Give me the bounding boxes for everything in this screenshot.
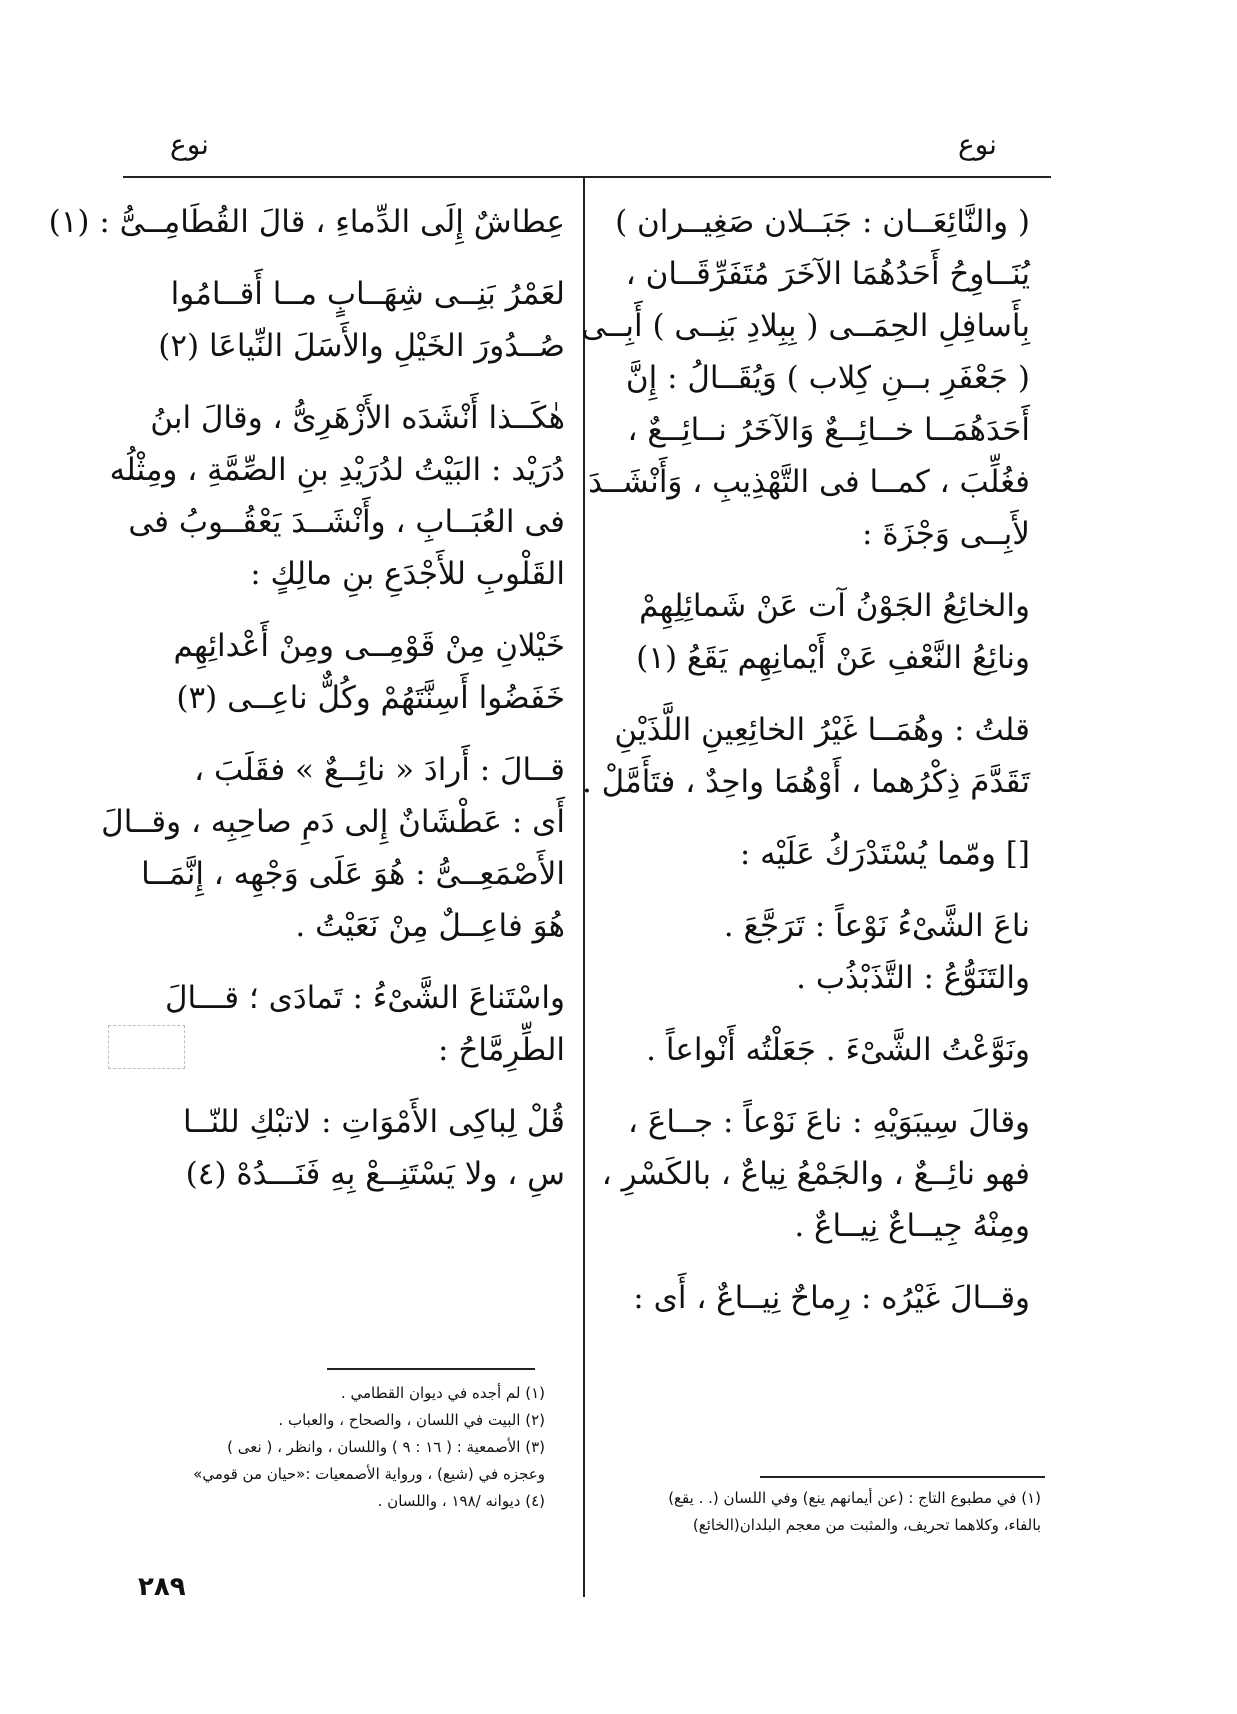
footnotes-left <box>125 1380 545 1515</box>
text-line: يُنَــاوِحُ أَحَدُهُمَا الآخَرَ مُتَفَرِّقَــان ، <box>625 256 1030 292</box>
column-divider <box>583 177 585 1597</box>
footnotes-right <box>598 1485 1041 1539</box>
text-line: سِ ، ولا يَسْتَنِــعْ بِهِ فَنَـــدُهْ (٤) <box>185 1156 565 1192</box>
text-line: فهو نائِــعٌ ، والجَمْعُ نِياعٌ ، بالكَسْرِ ، <box>601 1156 1030 1192</box>
paragraph-gap <box>125 952 565 972</box>
paragraph-gap <box>125 248 565 268</box>
text-line: ( والنَّائِعَــان : جَبَــلان صَغِيــران ) <box>615 204 1030 240</box>
faded-stamp-mark <box>108 1025 185 1069</box>
paragraph-gap <box>600 808 1030 828</box>
paragraph-gap <box>125 1076 565 1096</box>
text-line: قلتُ : وهُمَــا غَيْرُ الخائِعِينِ اللَّذَيْنِ <box>614 712 1030 748</box>
text-line: لأَبِــى وَجْزَةَ : <box>862 516 1030 552</box>
paragraph-gap <box>600 1076 1030 1096</box>
text-line: الأَصْمَعِــىُّ : هُوَ عَلَى وَجْهِه ، إِنَّمَــا <box>141 856 565 892</box>
paragraph-gap <box>600 1004 1030 1024</box>
text-line: وقالَ سِيبَوَيْهِ : ناعَ نَوْعاً : جــاعَ ، <box>627 1104 1030 1140</box>
header-rule <box>123 176 1051 178</box>
text-line: قــالَ : أَرادَ « نائِــعٌ » فقَلَبَ ، <box>194 752 565 788</box>
text-line: خَيْلانِ مِنْ قَوْمِــى ومِنْ أَعْدائِهِم <box>173 628 565 664</box>
text-line: والخائِعُ الجَوْنُ آت عَنْ شَمائِلِهِمْ <box>639 588 1030 624</box>
footnote-line: (١) في مطبوع التاج : (عن أيمانهم ينع) وفي اللسان (. . يقع) <box>668 1489 1041 1507</box>
page-number: ٢٨٩ <box>138 1572 186 1602</box>
text-line: ( جَعْفَرِ بــنِ كِلاب ) وَيُقَــالُ : إِنَّ <box>625 360 1030 396</box>
footnote-line: بالفاء، وكلاهما تحريف، والمثبت من معجم البلدان(الخائع) <box>692 1516 1041 1534</box>
footnote-line: (١) لم أجده في ديوان القطامي . <box>340 1384 545 1402</box>
text-line: والتَنَوُّعُ : التَّذَبْذُب . <box>796 960 1030 996</box>
text-line: ناعَ الشَّىْءُ نَوْعاً : تَرَجَّعَ . <box>723 908 1030 944</box>
text-line: بِأَسافِلِ الحِمَــى ( بِبِلادِ بَنِــى ) أَبِــى <box>581 308 1030 344</box>
text-line: لعَمْرُ بَنِــى شِهَــابٍ مــا أَقــامُوا <box>170 276 565 312</box>
text-line: الطِّرِمَّاحُ : <box>438 1032 565 1068</box>
left-text-column <box>48 196 565 1200</box>
text-line: فى العُبَــابِ ، وأَنْشَــدَ يَعْقُــوبُ فى <box>128 504 565 540</box>
text-line: دُرَيْد : البَيْتُ لدُرَيْدِ بنِ الصِّمَّةِ ، ومِثْلُه <box>109 452 565 488</box>
paragraph-gap <box>125 724 565 744</box>
text-line: ونَوَّعْتُ الشَّىْءَ . جَعَلْتُه أَنْواعاً . <box>646 1032 1030 1068</box>
text-line: خَفَضُوا أَسِنَّتَهُمْ وكُلٌّ ناعِــى (٣) <box>176 680 565 716</box>
text-line: ونائِعُ النَّعْفِ عَنْ أَيْمانِهِم يَقَعُ (١) <box>636 640 1030 676</box>
text-line: هٰكَــذا أَنْشَدَه الأَزْهَرِىُّ ، وقالَ ابنُ <box>150 400 565 436</box>
text-line: تَقَدَّمَ ذِكْرُهما ، أَوْهُمَا واحِدٌ ، فتَأَمَّلْ . <box>581 764 1030 800</box>
footnote-rule-left <box>327 1368 535 1370</box>
footnote-line: (٤) ديوانه /١٩٨ ، واللسان . <box>377 1492 545 1510</box>
paragraph-gap <box>600 1252 1030 1272</box>
footnote-line: وعجزه في (شيع) ، ورواية الأصمعيات :«حيان من قومي» <box>193 1465 545 1483</box>
text-line: هُوَ فاعِــلٌ مِنْ نَعَيْتُ . <box>295 908 565 944</box>
text-line: أَى : عَطْشَانٌ إِلى دَمِ صاحِبِه ، وقــالَ <box>101 804 565 840</box>
text-line: ومِنْهُ جِيــاعٌ نِيــاعٌ . <box>794 1208 1030 1244</box>
footnote-line: (٢) البيت في اللسان ، والصحاح ، والعباب . <box>278 1411 545 1429</box>
paragraph-gap <box>600 560 1030 580</box>
text-line: وقــالَ غَيْرُه : رِماحٌ نِيــاعٌ ، أَى : <box>633 1280 1030 1316</box>
text-line: أَحَدَهُمَــا خــائِــعٌ وَالآخَرُ نــائِــعٌ ، <box>627 412 1030 448</box>
text-line: واسْتَناعَ الشَّىْءُ : تَمادَى ؛ قـــالَ <box>164 980 565 1016</box>
right-text-column <box>581 196 1030 1324</box>
text-line: القَلْوبِ للأَجْدَعِ بنِ مالِكٍ : <box>250 556 565 592</box>
paragraph-gap <box>600 880 1030 900</box>
text-line: عِطاشٌ إِلَى الدِّماءِ ، قالَ القُطَامِــىُّ : (١) <box>48 204 565 240</box>
running-header-right: نوع <box>958 128 997 161</box>
paragraph-gap <box>125 600 565 620</box>
text-line: قُلْ لِباكِى الأَمْوَاتِ : لاتبْكِ للنّــا <box>182 1104 565 1140</box>
footnote-rule-right <box>760 1476 1045 1478</box>
paragraph-gap <box>600 684 1030 704</box>
paragraph-gap <box>125 372 565 392</box>
running-header-left: نوع <box>170 128 209 161</box>
text-line: صُــدُورَ الخَيْلِ والأَسَلَ النِّياعَا (٢) <box>158 328 565 364</box>
text-line: فغُلِّبَ ، كمــا فى التَّهْذِيبِ ، وَأَنْشَــدَ <box>588 464 1030 500</box>
footnote-line: (٣) الأصمعية : ( ١٦ : ٩ ) واللسان ، وانظر ، ( نعى ) <box>227 1438 545 1456</box>
text-line: [] ومّما يُسْتَدْرَكُ عَلَيْه : <box>739 836 1030 872</box>
